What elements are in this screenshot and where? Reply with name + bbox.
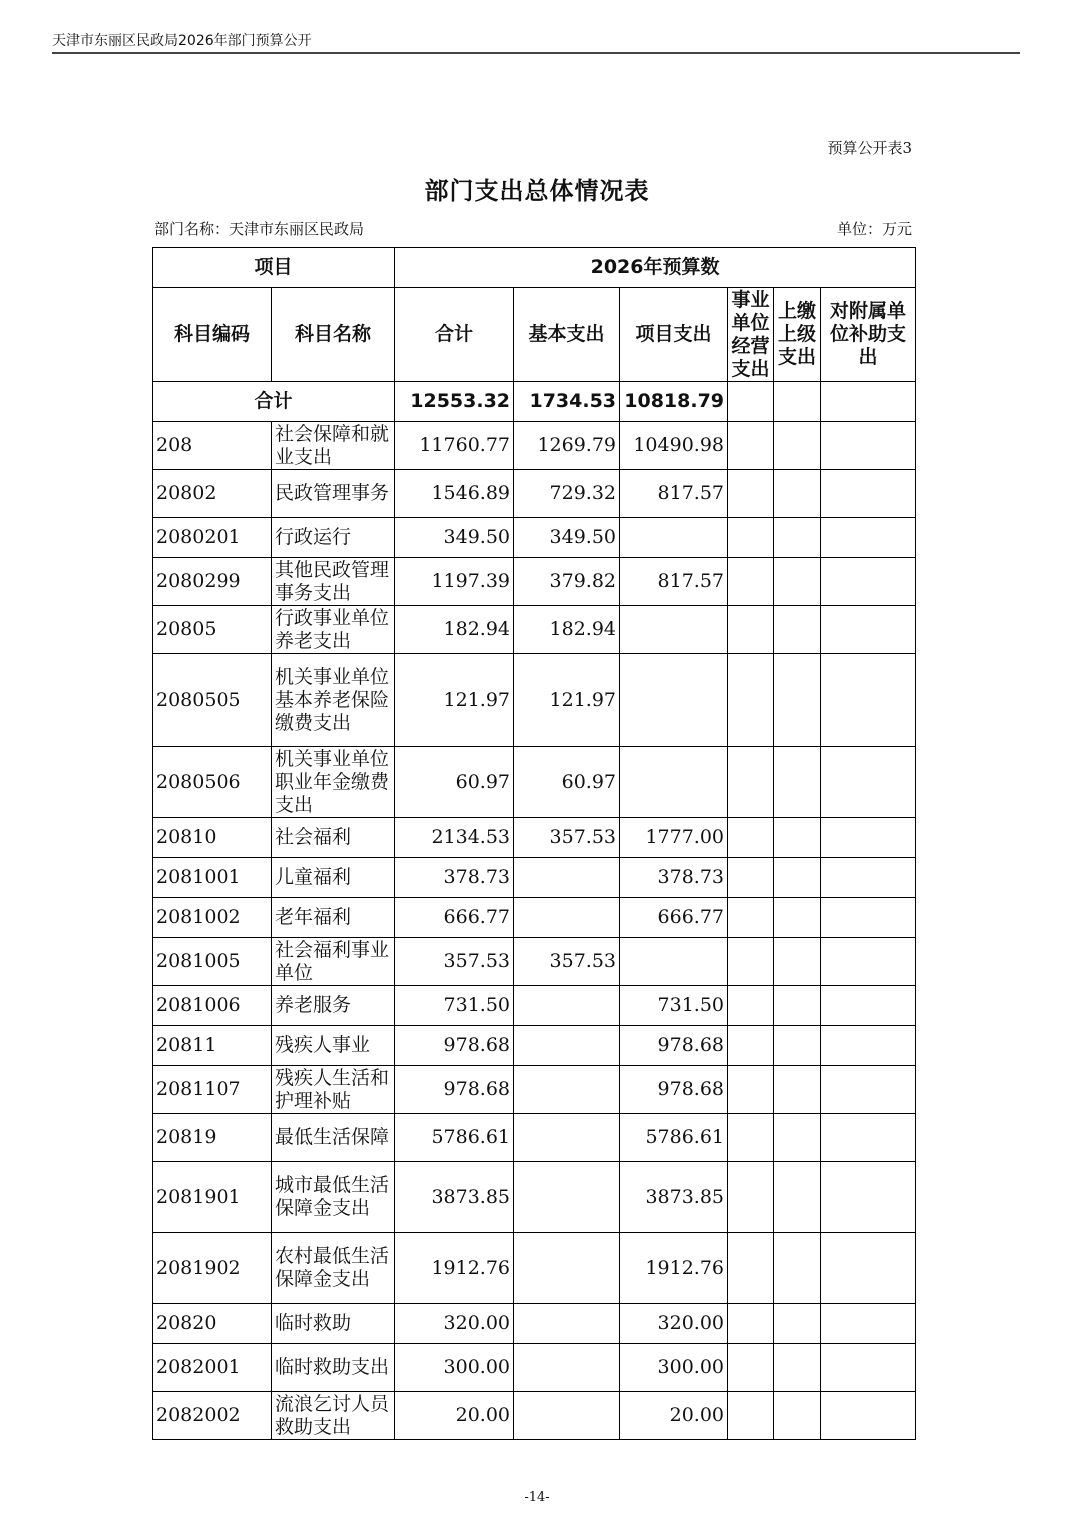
header-name: 科目名称 (272, 288, 395, 382)
row-subsidy (821, 470, 916, 518)
row-basic (514, 1026, 620, 1066)
row-name: 城市最低生活保障金支出 (272, 1162, 395, 1233)
row-basic (514, 1304, 620, 1344)
row-upper (774, 898, 821, 938)
row-code: 2080506 (153, 747, 272, 818)
row-upper (774, 1026, 821, 1066)
row-basic: 182.94 (514, 606, 620, 654)
row-project (620, 747, 728, 818)
row-upper (774, 818, 821, 858)
header-divider (52, 52, 1020, 54)
row-project: 817.57 (620, 470, 728, 518)
table-row (153, 986, 916, 1026)
row-business (728, 422, 774, 470)
row-upper (774, 1233, 821, 1304)
row-business (728, 938, 774, 986)
row-business (728, 1233, 774, 1304)
row-subsidy (821, 1114, 916, 1162)
row-basic (514, 1114, 620, 1162)
row-upper (774, 1304, 821, 1344)
row-basic (514, 986, 620, 1026)
header-business: 事业单位经营支出 (728, 288, 774, 382)
row-code: 20802 (153, 470, 272, 518)
row-name: 流浪乞讨人员救助支出 (272, 1392, 395, 1440)
row-project: 666.77 (620, 898, 728, 938)
row-total: 731.50 (395, 986, 514, 1026)
row-name: 临时救助支出 (272, 1344, 395, 1392)
row-code: 20805 (153, 606, 272, 654)
row-name: 临时救助 (272, 1304, 395, 1344)
table-row (153, 1162, 916, 1233)
row-project: 3873.85 (620, 1162, 728, 1233)
row-name: 儿童福利 (272, 858, 395, 898)
row-business (728, 558, 774, 606)
row-total: 978.68 (395, 1026, 514, 1066)
row-upper (774, 1392, 821, 1440)
row-subsidy (821, 1392, 916, 1440)
row-subsidy (821, 558, 916, 606)
row-upper (774, 1162, 821, 1233)
budget-table (152, 247, 916, 1440)
row-upper (774, 1066, 821, 1114)
table-row (153, 1114, 916, 1162)
row-project: 378.73 (620, 858, 728, 898)
row-total: 300.00 (395, 1344, 514, 1392)
table-row (153, 938, 916, 986)
row-name: 行政事业单位养老支出 (272, 606, 395, 654)
running-header: 天津市东丽区民政局2026年部门预算公开 (52, 33, 312, 49)
row-name: 社会福利事业单位 (272, 938, 395, 986)
row-project (620, 518, 728, 558)
row-project: 978.68 (620, 1066, 728, 1114)
row-code: 2081006 (153, 986, 272, 1026)
row-business (728, 858, 774, 898)
header-project: 项目支出 (620, 288, 728, 382)
row-name: 机关事业单位基本养老保险缴费支出 (272, 654, 395, 747)
row-project: 20.00 (620, 1392, 728, 1440)
row-basic: 60.97 (514, 747, 620, 818)
table-row (153, 1026, 916, 1066)
row-name: 残疾人生活和护理补贴 (272, 1066, 395, 1114)
row-project: 10490.98 (620, 422, 728, 470)
row-project: 1912.76 (620, 1233, 728, 1304)
unit-label: 单位：万元 (836, 220, 912, 238)
row-name: 最低生活保障 (272, 1114, 395, 1162)
table-row (153, 1304, 916, 1344)
row-business (728, 470, 774, 518)
row-basic (514, 1233, 620, 1304)
total-label: 合计 (153, 382, 395, 422)
department-label: 部门名称：天津市东丽区民政局 (154, 220, 365, 238)
table-row (153, 858, 916, 898)
table-row (153, 422, 916, 470)
row-total: 666.77 (395, 898, 514, 938)
row-basic: 729.32 (514, 470, 620, 518)
row-business (728, 654, 774, 747)
row-name: 社会福利 (272, 818, 395, 858)
total-basic: 1734.53 (514, 382, 620, 422)
table-row (153, 518, 916, 558)
row-business (728, 606, 774, 654)
table-row (153, 1066, 916, 1114)
row-business (728, 1066, 774, 1114)
row-upper (774, 1344, 821, 1392)
row-upper (774, 938, 821, 986)
row-subsidy (821, 1162, 916, 1233)
row-code: 2081001 (153, 858, 272, 898)
row-code: 2081002 (153, 898, 272, 938)
row-code: 208 (153, 422, 272, 470)
header-upper: 上缴上级支出 (774, 288, 821, 382)
row-business (728, 1392, 774, 1440)
row-code: 2080201 (153, 518, 272, 558)
row-business (728, 818, 774, 858)
table-row (153, 606, 916, 654)
row-total: 357.53 (395, 938, 514, 986)
row-total: 20.00 (395, 1392, 514, 1440)
header-subsidy: 对附属单位补助支出 (821, 288, 916, 382)
row-code: 2082001 (153, 1344, 272, 1392)
total-subsidy (821, 382, 916, 422)
row-code: 2080505 (153, 654, 272, 747)
row-business (728, 986, 774, 1026)
total-business (728, 382, 774, 422)
page-number: -14- (524, 1490, 550, 1505)
row-project: 320.00 (620, 1304, 728, 1344)
total-upper (774, 382, 821, 422)
row-upper (774, 986, 821, 1026)
row-upper (774, 470, 821, 518)
table-row (153, 818, 916, 858)
row-total: 11760.77 (395, 422, 514, 470)
row-upper (774, 606, 821, 654)
row-basic (514, 1392, 620, 1440)
row-name: 社会保障和就业支出 (272, 422, 395, 470)
row-subsidy (821, 747, 916, 818)
row-total: 3873.85 (395, 1162, 514, 1233)
row-basic (514, 1344, 620, 1392)
header-project-group: 项目 (153, 248, 395, 288)
page-title: 部门支出总体情况表 (424, 177, 650, 205)
total-row (153, 382, 916, 422)
row-business (728, 1114, 774, 1162)
row-total: 2134.53 (395, 818, 514, 858)
table-row (153, 470, 916, 518)
row-project: 817.57 (620, 558, 728, 606)
row-name: 其他民政管理事务支出 (272, 558, 395, 606)
row-subsidy (821, 422, 916, 470)
row-subsidy (821, 858, 916, 898)
row-total: 60.97 (395, 747, 514, 818)
row-total: 182.94 (395, 606, 514, 654)
row-subsidy (821, 518, 916, 558)
row-basic: 349.50 (514, 518, 620, 558)
row-business (728, 518, 774, 558)
row-project: 978.68 (620, 1026, 728, 1066)
table-row (153, 654, 916, 747)
row-total: 1546.89 (395, 470, 514, 518)
row-basic (514, 1066, 620, 1114)
row-total: 978.68 (395, 1066, 514, 1114)
row-subsidy (821, 986, 916, 1026)
row-code: 2081107 (153, 1066, 272, 1114)
row-business (728, 1344, 774, 1392)
row-subsidy (821, 1344, 916, 1392)
table-row (153, 1233, 916, 1304)
row-code: 2081902 (153, 1233, 272, 1304)
row-upper (774, 558, 821, 606)
row-name: 残疾人事业 (272, 1026, 395, 1066)
table-row (153, 1344, 916, 1392)
row-project: 1777.00 (620, 818, 728, 858)
header-budget-group: 2026年预算数 (395, 248, 916, 288)
row-subsidy (821, 938, 916, 986)
row-subsidy (821, 1066, 916, 1114)
row-name: 老年福利 (272, 898, 395, 938)
row-basic: 357.53 (514, 938, 620, 986)
row-name: 民政管理事务 (272, 470, 395, 518)
row-basic: 1269.79 (514, 422, 620, 470)
row-name: 农村最低生活保障金支出 (272, 1233, 395, 1304)
row-subsidy (821, 606, 916, 654)
row-total: 349.50 (395, 518, 514, 558)
header-total: 合计 (395, 288, 514, 382)
row-name: 养老服务 (272, 986, 395, 1026)
row-upper (774, 518, 821, 558)
row-subsidy (821, 1233, 916, 1304)
table-row (153, 898, 916, 938)
header-basic: 基本支出 (514, 288, 620, 382)
row-business (728, 1162, 774, 1233)
row-basic: 379.82 (514, 558, 620, 606)
row-project (620, 938, 728, 986)
table-row (153, 558, 916, 606)
row-basic: 121.97 (514, 654, 620, 747)
row-subsidy (821, 1026, 916, 1066)
row-project: 5786.61 (620, 1114, 728, 1162)
row-business (728, 1026, 774, 1066)
row-name: 机关事业单位职业年金缴费支出 (272, 747, 395, 818)
row-business (728, 1304, 774, 1344)
row-total: 121.97 (395, 654, 514, 747)
row-code: 2080299 (153, 558, 272, 606)
row-basic: 357.53 (514, 818, 620, 858)
row-total: 378.73 (395, 858, 514, 898)
row-upper (774, 747, 821, 818)
row-upper (774, 654, 821, 747)
row-subsidy (821, 818, 916, 858)
row-basic (514, 898, 620, 938)
table-row (153, 747, 916, 818)
header-code: 科目编码 (153, 288, 272, 382)
row-subsidy (821, 654, 916, 747)
row-upper (774, 422, 821, 470)
row-code: 20820 (153, 1304, 272, 1344)
row-project (620, 606, 728, 654)
row-project: 300.00 (620, 1344, 728, 1392)
row-total: 1912.76 (395, 1233, 514, 1304)
total-project: 10818.79 (620, 382, 728, 422)
row-code: 20810 (153, 818, 272, 858)
row-code: 2081901 (153, 1162, 272, 1233)
row-total: 1197.39 (395, 558, 514, 606)
row-name: 行政运行 (272, 518, 395, 558)
row-subsidy (821, 1304, 916, 1344)
table-row (153, 1392, 916, 1440)
row-code: 20811 (153, 1026, 272, 1066)
row-upper (774, 1114, 821, 1162)
row-business (728, 747, 774, 818)
row-subsidy (821, 898, 916, 938)
row-code: 2082002 (153, 1392, 272, 1440)
row-project: 731.50 (620, 986, 728, 1026)
row-code: 2081005 (153, 938, 272, 986)
table-number: 预算公开表3 (827, 139, 912, 157)
row-project (620, 654, 728, 747)
row-total: 5786.61 (395, 1114, 514, 1162)
total-total: 12553.32 (395, 382, 514, 422)
row-basic (514, 858, 620, 898)
row-basic (514, 1162, 620, 1233)
row-upper (774, 858, 821, 898)
row-total: 320.00 (395, 1304, 514, 1344)
row-business (728, 898, 774, 938)
row-code: 20819 (153, 1114, 272, 1162)
